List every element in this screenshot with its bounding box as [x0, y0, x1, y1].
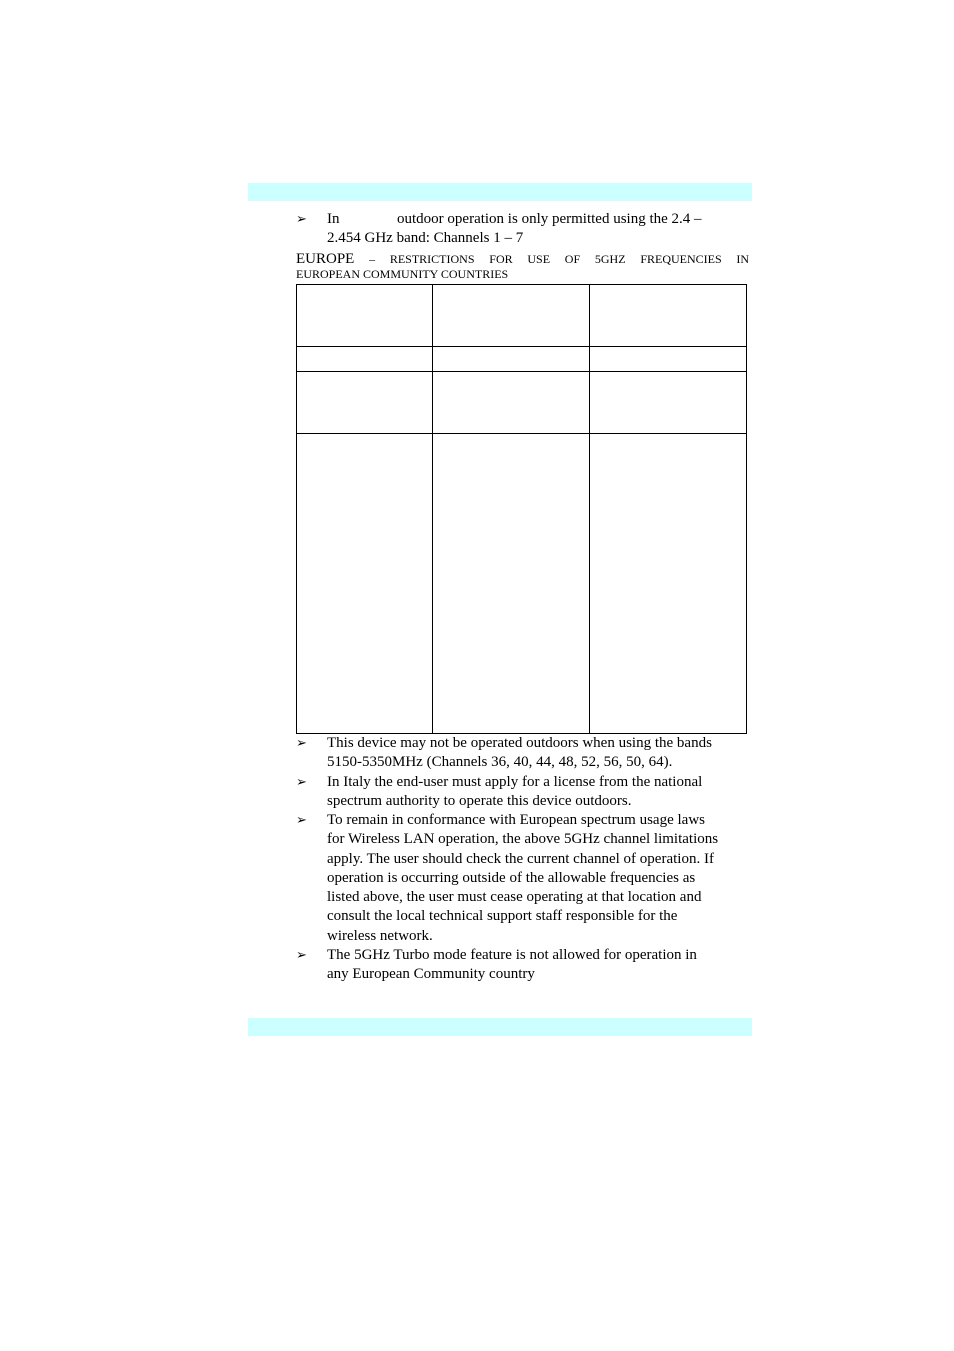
intro-bullet-word: In	[327, 211, 340, 227]
intro-bullet-rest: outdoor operation is only permitted using the 2.4 –	[397, 211, 702, 227]
intro-bullet	[296, 210, 756, 250]
europe-heading-line1	[296, 251, 749, 267]
heading-word: USE	[527, 252, 551, 266]
table-cell	[590, 347, 747, 372]
heading-word: 5GHZ	[594, 252, 626, 266]
table-cell	[297, 434, 433, 734]
table-cell	[433, 434, 590, 734]
bullet-line: listed above, the user must cease operating at that location and	[327, 889, 702, 906]
list-item	[296, 734, 756, 774]
heading-word: IN	[736, 252, 750, 266]
table-row	[297, 372, 747, 434]
bullet-line: spectrum authority to operate this device outdoors.	[327, 793, 632, 810]
bullet-line: apply. The user should check the current channel of operation. If	[327, 850, 714, 867]
list-item	[296, 811, 756, 948]
table-cell	[297, 347, 433, 372]
bullet-line: any European Community country	[327, 966, 535, 983]
bullet-arrow-icon: ➢	[296, 775, 307, 790]
bullet-text	[327, 811, 747, 946]
footer-band	[248, 1018, 752, 1036]
table-cell	[433, 372, 590, 434]
table-row	[297, 285, 747, 347]
frequency-restrictions-table	[296, 284, 747, 734]
heading-word: OF	[564, 252, 581, 266]
header-band	[248, 183, 752, 201]
bullet-line: 5150-5350MHz (Channels 36, 40, 44, 48, 52, 56, 50, 64).	[327, 754, 673, 771]
bullet-text	[327, 773, 747, 812]
bullet-text	[327, 734, 747, 773]
table-cell	[590, 434, 747, 734]
table-cell	[433, 285, 590, 347]
bullet-line: consult the local technical support staff responsible for the	[327, 908, 678, 925]
bullet-line: In Italy the end-user must apply for a license from the national	[327, 774, 703, 790]
bullet-line: The 5GHz Turbo mode feature is not allowed for operation in	[327, 947, 697, 963]
bullet-arrow-icon: ➢	[296, 736, 307, 751]
table-cell	[297, 285, 433, 347]
heading-lead: EUROPE	[296, 251, 355, 267]
bullet-line: To remain in conformance with European spectrum usage laws	[327, 812, 705, 828]
table-cell	[590, 372, 747, 434]
bullet-line: for Wireless LAN operation, the above 5GHz channel limitations	[327, 831, 719, 848]
table-row	[297, 434, 747, 734]
intro-bullet-text	[327, 210, 723, 249]
bullet-line: This device may not be operated outdoors when using the bands	[327, 735, 712, 751]
bullet-arrow-icon: ➢	[296, 948, 307, 963]
table-cell	[433, 347, 590, 372]
bullet-line: wireless network.	[327, 927, 433, 944]
bullet-arrow-icon: ➢	[296, 212, 307, 227]
heading-dash: –	[369, 252, 376, 266]
table-cell	[590, 285, 747, 347]
table-row	[297, 347, 747, 372]
table-cell	[297, 372, 433, 434]
europe-heading	[296, 251, 749, 281]
heading-word: FOR	[489, 252, 513, 266]
bullet-text	[327, 946, 747, 985]
heading-word: RESTRICTIONS	[389, 252, 475, 266]
bullet-arrow-icon: ➢	[296, 813, 307, 828]
list-item	[296, 773, 756, 813]
heading-word: FREQUENCIES	[640, 252, 722, 266]
europe-heading-line2: EUROPEAN COMMUNITY COUNTRIES	[296, 267, 509, 281]
list-item	[296, 946, 756, 986]
bullet-line: operation is occurring outside of the allowable frequencies as	[327, 869, 696, 886]
intro-bullet-line2: 2.454 GHz band: Channels 1 – 7	[327, 230, 524, 247]
